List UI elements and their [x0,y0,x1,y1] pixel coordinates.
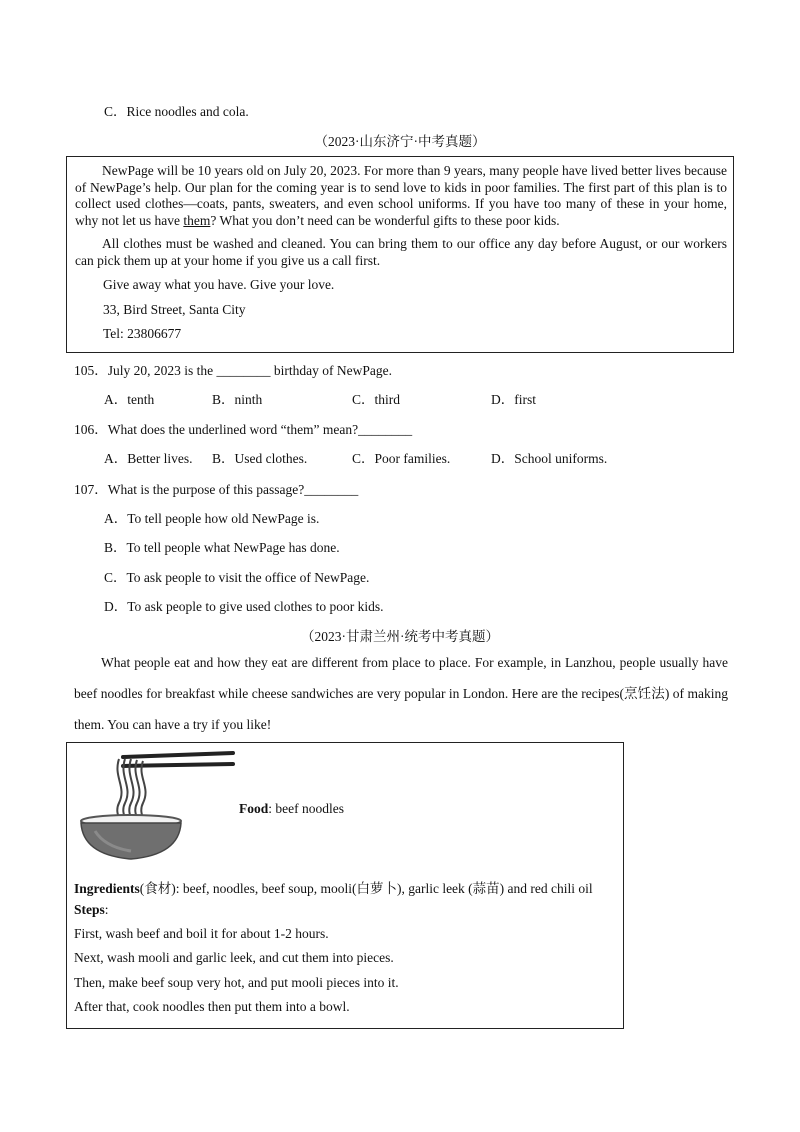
telephone: Tel: 23806677 [103,326,182,341]
address: 33, Bird Street, Santa City [103,302,246,317]
option-d[interactable]: D．School uniforms. [491,451,608,466]
passage-1-paragraph-1 [75,163,727,229]
recipe-box [66,742,624,1029]
step-1: First, wash beef and boil it for about 1-2 hours. [74,926,329,941]
passage-1-box [66,156,734,353]
option-d[interactable]: D．first [491,392,536,407]
ingredients-value: (食材): beef, noodles, beef soup, mooli(白萝卜), garlic leek (蒜苗) and red chili oil [139,881,593,896]
food-value: : beef noodles [268,801,344,816]
underlined-word-them: them [183,212,211,228]
question-stem: 106．What does the underlined word “them” mean?________ [74,422,413,437]
source-label-2: （2023·甘肃兰州·统考中考真题） [301,629,499,644]
ingredients-label: Ingredients [74,881,140,896]
question-stem: 107．What is the purpose of this passage?________ [74,482,359,497]
steps-colon: : [104,902,109,917]
option-b[interactable]: B．Used clothes. [212,451,308,466]
q104-option-c: C．Rice noodles and cola. [104,104,249,119]
steps-heading [74,902,109,918]
option-c[interactable]: C．To ask people to visit the office of NewPage. [104,570,370,585]
option-a[interactable]: A．To tell people how old NewPage is. [104,511,320,526]
option-c[interactable]: C．third [352,392,401,407]
option-a[interactable]: A．tenth [104,392,155,407]
source-label-1: （2023·山东济宁·中考真题） [314,134,486,149]
p1-text-b: ? What you don’t need can be wonderful gifts to these poor kids. [210,212,560,228]
option-d[interactable]: D．To ask people to give used clothes to poor kids. [104,599,384,614]
passage-1-paragraph-2: All clothes must be washed and cleaned. You can bring them to our office any day before August, or our workers can pick them up at your home if you give us a call first. [75,236,727,268]
noodle-bowl-icon [75,747,235,863]
step-2: Next, wash mooli and garlic leek, and cut them into pieces. [74,950,394,965]
slogan: Give away what you have. Give your love. [103,277,335,292]
question-stem: 105．July 20, 2023 is the ________ birthday of NewPage. [74,363,392,378]
step-3: Then, make beef soup very hot, and put mooli pieces into it. [74,975,399,990]
ingredients-line [74,877,593,897]
option-a[interactable]: A．Better lives. [104,451,193,466]
option-b[interactable]: B．To tell people what NewPage has done. [104,540,340,555]
option-b[interactable]: B．ninth [212,392,263,407]
steps-label: Steps [74,902,105,917]
food-line [239,801,344,817]
step-4: After that, cook noodles then put them into a bowl. [74,999,350,1014]
p1-text-a: NewPage will be 10 years old on July 20, 2023. For more than 9 years, many people have lived better lives because of NewPage’s help. Our plan for the coming year is to send love to kids in poor families. The first part of this plan is to collect used clothes—coats, pants, sweaters, and even school uniforms. If you have too many of these in your home, why not let us have [75,163,727,228]
food-label: Food [239,801,269,816]
passage-2-intro: What people eat and how they eat are different from place to place. For example, in Lanzhou, people usually have beef noodles for breakfast while cheese sandwiches are very popular in London. Here are the recipes(烹饪法) of making them. You can have a try if you like! [74,655,728,732]
option-c[interactable]: C．Poor families. [352,451,451,466]
